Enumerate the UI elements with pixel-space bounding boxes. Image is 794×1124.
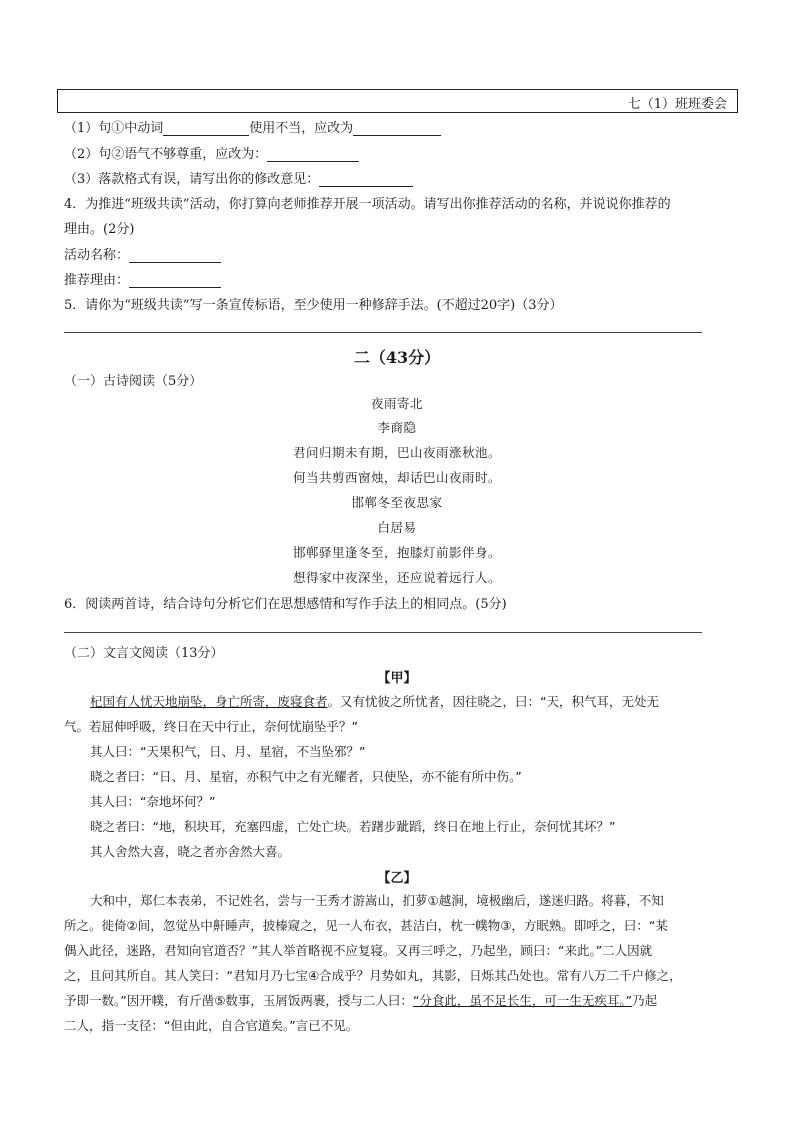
yi-line5-rest: 乃起 xyxy=(632,993,658,1008)
part1-heading: （一）古诗阅读（5分） xyxy=(64,374,203,389)
q3-sub2 xyxy=(64,143,359,162)
poem1-author: 李商隐 xyxy=(377,420,417,435)
q3-sub1-label: （1）句①中动词 xyxy=(64,121,164,136)
poem1-line2: 何当共剪西窗烛，却话巴山夜雨时。 xyxy=(292,470,501,485)
signature-box xyxy=(57,89,738,113)
jia-p1-line2: 气。若屈伸呼吸，终日在天中行止，奈何忧崩坠乎？” xyxy=(64,719,358,734)
q6-text: 6．阅读两首诗，结合诗句分析它们在思想感情和写作手法上的相同点。(5分) xyxy=(64,597,507,612)
jia-p1-rest: 。又有忧彼之所忧者，因往晓之，曰：“天，积气耳，无处无 xyxy=(327,694,659,709)
jia-p1-line1 xyxy=(90,692,659,710)
q5-answer-line[interactable] xyxy=(64,332,702,333)
jia-p1-underlined: 杞国有人忧天地崩坠，身亡所寄，废寝食者 xyxy=(90,694,328,709)
poem2-line2: 想得家中夜深坐，还应说着远行人。 xyxy=(292,570,501,585)
q3-sub3 xyxy=(64,168,413,187)
yi-line5-underlined: “分食此，虽不足长生，可一生无疾耳。” xyxy=(412,993,633,1008)
jia-p5: 晓之者曰：“地，积块耳，充塞四虚，亡处亡块。若躇步跐蹈，终日在地上行止，奈何忧其坏？” xyxy=(90,819,616,834)
poem2-title: 邯郸冬至夜思家 xyxy=(351,495,443,510)
q4-name-label: 活动名称： xyxy=(64,248,130,263)
q4-line2: 理由。(2分) xyxy=(64,222,135,237)
yi-line4: 之，且问其所自。其人笑曰：“君知月乃七宝④合成乎？月势如丸，其影，日烁其凸处也。常有八万二千户修之， xyxy=(64,968,682,983)
yi-line3: 偶入此径，迷路，君知向官道否？”其人举首略视不应复寝。又再三呼之，乃起坐，顾曰：“来此。”二人因就 xyxy=(64,943,653,958)
yi-line5-start: 予即一数。”因开幞，有斤凿⑤数事，玉屑饭两裹，授与二人曰： xyxy=(64,993,413,1008)
yi-line2: 所之。徙倚②间，忽觉丛中鼾睡声，披榛窥之，见一人布衣，甚洁白，枕一幞物③，方眠熟。即呼之，曰：“某 xyxy=(64,918,668,933)
q3-sub1-blank2[interactable] xyxy=(353,122,441,136)
q4-reason-label: 推荐理由： xyxy=(64,273,130,288)
q6-answer-line[interactable] xyxy=(64,632,702,633)
q3-sub3-label: （3）落款格式有误，请写出你的修改意见： xyxy=(64,172,320,187)
signature-text: 七（1）班班委会 xyxy=(627,97,727,112)
q3-sub1 xyxy=(64,117,441,136)
poem1-title: 夜雨寄北 xyxy=(370,396,423,411)
q4-line1: 4．为推进“班级共读”活动，你打算向老师推荐开展一项活动。请写出你推荐活动的名称，并说说你推荐的 xyxy=(64,197,671,212)
q3-sub3-blank[interactable] xyxy=(319,173,413,187)
yi-line1: 大和中，郑仁本表弟，不记姓名，尝与一王秀才游嵩山，扪萝①越涧，境极幽后，遂迷归路。将暮，不知 xyxy=(90,893,664,908)
part2-heading: （二）文言文阅读（13分） xyxy=(64,646,224,661)
q5-text: 5．请你为“班级共读”写一条宣传标语，至少使用一种修辞手法。(不超过20字)（3分） xyxy=(64,298,563,313)
yi-line6: 二人，指一支径：“但由此，自合官道矣。”言已不见。 xyxy=(64,1018,359,1033)
poem2-author: 白居易 xyxy=(377,520,417,535)
jia-p4: 其人曰：“奈地坏何？” xyxy=(90,794,216,809)
q4-reason-row xyxy=(64,269,221,288)
yi-title: 【乙】 xyxy=(377,871,417,886)
yi-line5 xyxy=(64,991,657,1009)
jia-p2: 其人曰：“天果积气，日、月、星宿，不当坠邪？” xyxy=(90,744,366,759)
poem1-line1: 君问归期未有期，巴山夜雨涨秋池。 xyxy=(292,445,501,460)
q4-name-blank[interactable] xyxy=(129,249,221,263)
q3-sub2-blank[interactable] xyxy=(267,148,359,162)
q4-name-row xyxy=(64,244,221,263)
jia-p6: 其人舍然大喜，晓之者亦舍然大喜。 xyxy=(90,844,291,859)
jia-p3: 晓之者曰：“日、月、星宿，亦积气中之有光耀者，只使坠，亦不能有所中伤。” xyxy=(90,769,522,784)
section2-title: 二（43分） xyxy=(353,348,441,367)
q3-sub1-blank1[interactable] xyxy=(163,122,249,136)
q3-sub1-mid: 使用不当，应改为 xyxy=(249,121,354,136)
q4-reason-blank[interactable] xyxy=(129,274,221,288)
q3-sub2-label: （2）句②语气不够尊重，应改为： xyxy=(64,147,268,162)
poem2-line1: 邯郸驿里逢冬至，抱膝灯前影伴身。 xyxy=(292,545,501,560)
jia-title: 【甲】 xyxy=(377,671,417,686)
